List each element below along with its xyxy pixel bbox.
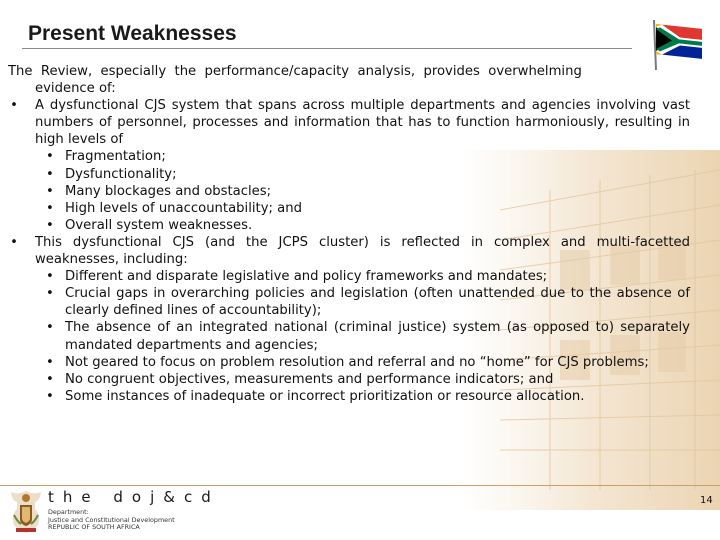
- page-number: 14: [700, 495, 713, 506]
- slide-body: [8, 63, 690, 405]
- sub-item: [8, 200, 690, 217]
- title-divider: [22, 48, 632, 49]
- intro-line-continuation: evidence of:: [35, 81, 116, 97]
- sub-item-text: High levels of unaccountability; and: [65, 200, 302, 216]
- brand-wordmark: the doj&cd: [48, 488, 220, 506]
- sub-bullet-marker: •: [46, 269, 54, 285]
- sub-item: [8, 217, 690, 234]
- bullet-2: [8, 234, 690, 268]
- sub-bullet-marker: •: [46, 388, 54, 404]
- sub-item-text: Not geared to focus on problem resolution and referral and no “home” for CJS problems;: [65, 354, 649, 370]
- sub-bullet-marker: •: [46, 371, 54, 387]
- sub-item-text: Fragmentation;: [65, 149, 166, 165]
- sub-item-text: Many blockages and obstacles;: [65, 183, 272, 199]
- bullet-marker: •: [10, 234, 18, 250]
- sub-item: [8, 371, 690, 388]
- dept-line-1: Department:: [48, 508, 89, 516]
- sub-bullet-marker: •: [46, 320, 54, 336]
- sub-item-text: Overall system weaknesses.: [65, 217, 253, 233]
- dept-line-2: Justice and Constitutional Development: [48, 515, 175, 524]
- bullet-1-text: A dysfunctional CJS system that spans across multiple departments and agencies involving vast numbers of personnel, processes and information that has to function harmoniously, resulting in high levels of: [35, 98, 690, 148]
- department-name: [48, 509, 175, 532]
- sub-item: [8, 388, 690, 405]
- bullet-marker: •: [10, 98, 18, 114]
- sub-bullet-marker: •: [46, 217, 54, 233]
- sub-item: [8, 183, 690, 200]
- sub-item-text: The absence of an integrated national (criminal justice) system (as opposed to) separately mandated departments and agencies;: [65, 320, 690, 353]
- sub-item: [8, 354, 690, 371]
- sub-item-text: Some instances of inadequate or incorrect prioritization or resource allocation.: [65, 388, 585, 404]
- sub-bullet-marker: •: [46, 183, 54, 199]
- sub-bullet-marker: •: [46, 166, 54, 182]
- bullet-2-sublist: [8, 268, 690, 405]
- sub-item: [8, 285, 690, 319]
- bullet-2-text: This dysfunctional CJS (and the JCPS cluster) is reflected in complex and multi-facetted weaknesses, including:: [35, 234, 690, 268]
- sub-bullet-marker: •: [46, 200, 54, 216]
- sub-item-text: Crucial gaps in overarching policies and legislation (often unattended due to the absence of clearly defined lines of accountability);: [65, 286, 690, 319]
- dept-line-3: REPUBLIC OF SOUTH AFRICA: [48, 523, 140, 532]
- bullet-1: [8, 97, 690, 148]
- intro-line: The Review, especially the performance/capacity analysis, provides overwhelming: [8, 64, 582, 79]
- footer-divider: [0, 485, 720, 486]
- sub-bullet-marker: •: [46, 286, 54, 302]
- sub-bullet-marker: •: [46, 354, 54, 370]
- sub-item: [8, 268, 690, 285]
- coat-of-arms-icon: [8, 489, 44, 535]
- bullet-1-sublist: [8, 148, 690, 233]
- slide-title: Present Weaknesses: [28, 22, 237, 45]
- sub-item-text: Different and disparate legislative and policy frameworks and mandates;: [65, 269, 548, 285]
- sub-item: [8, 148, 690, 165]
- sub-item-text: Dysfunctionality;: [65, 166, 177, 182]
- sub-item: [8, 166, 690, 183]
- sub-item: [8, 319, 690, 353]
- sub-bullet-marker: •: [46, 149, 54, 165]
- sub-item-text: No congruent objectives, measurements and performance indicators; and: [65, 371, 554, 387]
